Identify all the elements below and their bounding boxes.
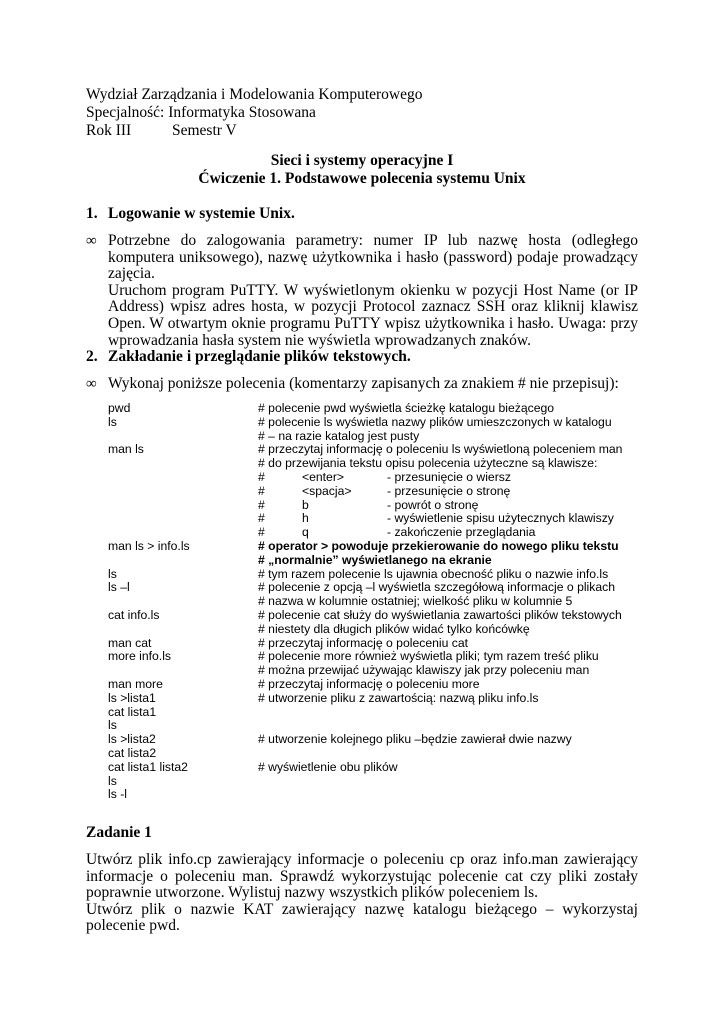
command-line: cat lista1 lista2 (108, 759, 188, 774)
key-name: <enter> (302, 470, 345, 484)
faculty-line: Wydział Zarządzania i Modelowania Komputerowego (86, 86, 423, 103)
semester-label: Semestr V (172, 122, 237, 139)
key-name: q (302, 525, 309, 540)
command-comment: # utworzenie pliku z zawartością: nazwą pliku info.ls (258, 690, 539, 705)
key-hash: # (258, 497, 265, 512)
command-comment: # „normalnie” wyświetlanego na ekranie (258, 552, 492, 567)
course-title: Sieci i systemy operacyjne I (270, 152, 454, 169)
command-comment: # polecenie cat służy do wyświetlania zawartości plików tekstowych (258, 608, 622, 622)
command-line: ls (108, 414, 117, 429)
command-line: man cat (108, 635, 152, 650)
section-1-number: 1. (86, 205, 98, 222)
key-hash: # (258, 511, 265, 526)
command-comment: # utworzenie kolejnego pliku –będzie zawierał dwie nazwy (258, 732, 572, 747)
key-hash: # (258, 470, 265, 484)
key-name: b (302, 497, 309, 512)
command-comment: # przeczytaj informację o poleceniu cat (258, 635, 469, 650)
command-line: cat info.ls (108, 608, 160, 622)
section-1-paragraph-1: Potrzebne do zalogowania parametry: numer IP lub nazwę hosta (odległego komputera uniksowego), nazwę użytkownika i hasło (password) podaje prowadzący zajęcia. (108, 232, 638, 283)
command-line: man ls > info.ls (108, 539, 190, 553)
task-1-body (86, 852, 638, 935)
section-2-intro: Wykonaj poniższe polecenia (komentarzy zapisanych za znakiem # nie przepisuj): (108, 375, 619, 392)
key-description: - przesunięcie o wiersz (387, 470, 511, 484)
command-comment: # do przewijania tekstu opisu polecenia użyteczne są klawisze: (258, 456, 598, 471)
command-comment: # wyświetlenie obu plików (258, 759, 398, 774)
key-hash: # (258, 483, 265, 498)
command-line: pwd (108, 401, 131, 415)
key-description: - zakończenie przeglądania (387, 525, 536, 540)
command-line: man more (108, 677, 163, 691)
section-2-title: Zakładanie i przeglądanie plików tekstowych. (108, 348, 411, 365)
command-comment: # polecenie pwd wyświetla ścieżkę katalogu bieżącego (258, 401, 555, 415)
command-line: ls (108, 566, 117, 581)
command-comment: # operator > powoduje przekierowanie do nowego pliku tekstu (258, 539, 619, 553)
command-line: ls –l (108, 580, 130, 595)
command-comment: # niestety dla długich plików widać tylko końcówkę (258, 621, 530, 636)
command-comment: # można przewijać używając klawiszy jak przy poleceniu man (258, 663, 590, 678)
command-line: ls (108, 773, 117, 788)
command-comment: # przeczytaj informację o poleceniu ls wyświetloną poleceniem man (258, 442, 623, 457)
section-1-body (108, 233, 638, 349)
key-description: - przesunięcie o stronę (387, 483, 511, 498)
command-line: cat lista2 (108, 746, 157, 760)
section-1-paragraph-2: Uruchom program PuTTY. W wyświetlonym okienku w pozycji Host Name (or IP Address) wpisz adres hosta, w pozycji Protocol zaznacz SSH oraz kliknij klawisz Open. W otwartym oknie programu PuTTY wpisz użytkownika i hasło. Uwaga: przy wprowadzania hasła system nie wyświetla wprowadzanych znaków. (108, 281, 638, 349)
command-comment: # tym razem polecenie ls ujawnia obecność pliku o nazwie info.ls (258, 566, 609, 581)
task-1-heading: Zadanie 1 (86, 824, 152, 841)
year-label: Rok III (86, 122, 132, 139)
bullet-icon: ∞ (86, 233, 97, 249)
bullet-icon: ∞ (86, 376, 97, 392)
command-comment: # nazwa w kolumnie ostatniej; wielkość pliku w kolumnie 5 (258, 594, 573, 609)
section-2-heading (86, 348, 411, 366)
command-comment: # – na razie katalog jest pusty (258, 428, 420, 443)
command-line: ls >lista2 (108, 732, 156, 747)
specialty-line: Specjalność: Informatyka Stosowana (86, 104, 316, 121)
key-description: - powrót o stronę (387, 497, 479, 512)
section-2-number: 2. (86, 348, 98, 365)
key-name: <spacja> (302, 483, 352, 498)
command-line: man ls (108, 442, 144, 457)
command-comment: # przeczytaj informację o poleceniu more (258, 677, 480, 691)
command-comment: # polecenie more również wyświetla pliki; tym razem treść pliku (258, 649, 599, 664)
command-comment: # polecenie z opcją –l wyświetla szczegółową informacje o plikach (258, 580, 616, 595)
key-description: - wyświetlenie spisu użytecznych klawiszy (387, 511, 614, 526)
key-name: h (302, 511, 309, 526)
command-comment: # polecenie ls wyświetla nazwy plików umieszczonych w katalogu (258, 414, 612, 429)
command-line: cat lista1 (108, 704, 157, 719)
exercise-title: Ćwiczenie 1. Podstawowe polecenia systemu Unix (198, 170, 526, 187)
command-line: ls >lista1 (108, 690, 156, 705)
command-line: more info.ls (108, 649, 171, 664)
section-1-heading (86, 205, 295, 223)
command-line: ls (108, 718, 117, 733)
section-1-title: Logowanie w systemie Unix. (108, 205, 295, 222)
key-hash: # (258, 525, 265, 540)
command-line: ls -l (108, 787, 127, 802)
task-1-paragraph-1: Utwórz plik info.cp zawierający informacje o poleceniu cp oraz info.man zawierający informacje o poleceniu man. Sprawdź wykorzystując polecenie cat czy pliki zostały poprawnie utworzone. Wylistuj nazwy wszystkich plików poleceniem ls. (86, 851, 638, 902)
task-1-paragraph-2: Utwórz plik o nazwie KAT zawierający nazwę katalogu bieżącego – wykorzystaj polecenie pwd. (86, 900, 638, 935)
